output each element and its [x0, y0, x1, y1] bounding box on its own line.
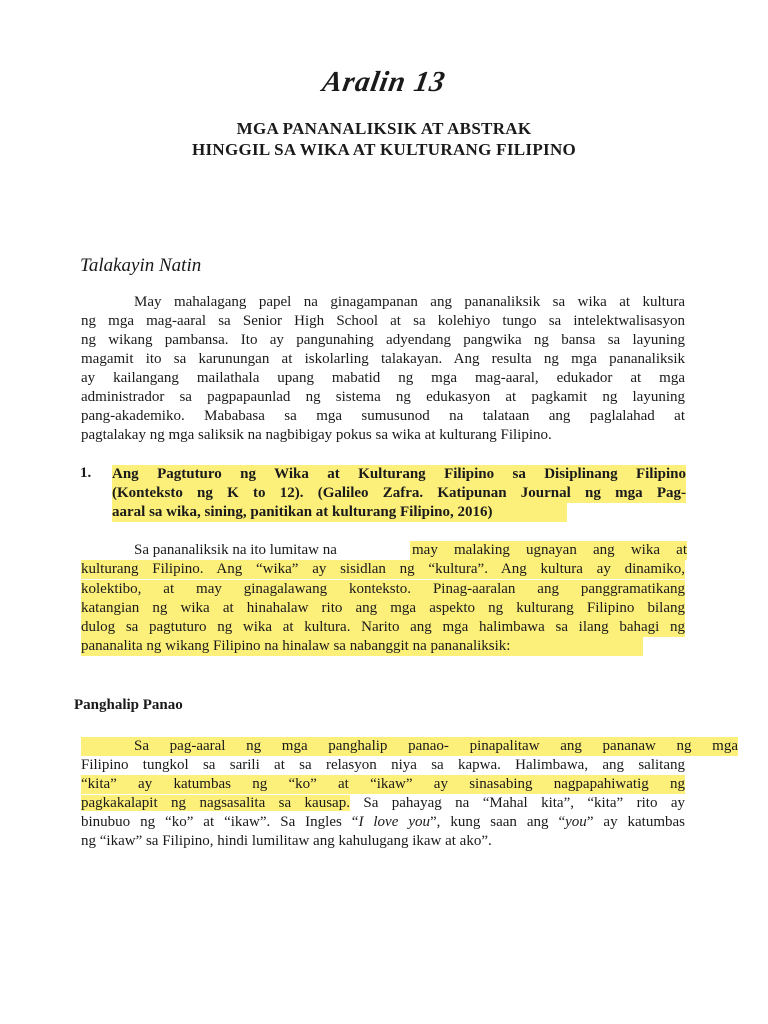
intro-line: magamit ito sa karunungan at iskolarling talakayan. Ang resulta ng mga pananaliksik [81, 351, 685, 367]
intro-line: ng mga mag-aaral sa Senior High School at sa kolehiyo tungo sa intelektwalisasyon [81, 313, 685, 329]
study-para-line: katangian ng wika at hinahalaw rito ang mga aspekto ng kulturang Filipino bilang [81, 599, 685, 618]
italic-word: you [565, 814, 587, 830]
text-run: ”, kung saan ang “ [429, 814, 566, 830]
panghalip-line: Sa pag-aaral ng mga panghalip panao- pinapalitaw ang pananaw ng mga [81, 737, 738, 756]
title-line-1: MGA PANANALIKSIK AT ABSTRAK [236, 119, 532, 138]
intro-line: ng wikang pambansa. Ito ay pangunahing adyendang pangwika ng bansa sa layuning [81, 332, 685, 348]
line-rest: Sa pahayag na “Mahal kita”, “kita” rito ay [349, 795, 686, 811]
title-line-2: HINGGIL SA WIKA AT KULTURANG FILIPINO [191, 140, 577, 159]
study-para-highlight: may malaking ugnayan ang wika at [410, 541, 687, 560]
study-para-line: kolektibo, at may ginagalawang konteksto. Pinag-aaralan ang panggramatikang [81, 580, 685, 599]
subheading: Panghalip Panao [74, 697, 183, 713]
panghalip-line: “kita” ay katumbas ng “ko” at “ikaw” ay sinasabing nagpapahiwatig ng [81, 775, 685, 794]
study-para-plain: Sa pananaliksik na ito lumitaw na [134, 542, 337, 558]
panghalip-line [81, 813, 685, 832]
study-citation-line: aaral sa wika, sining, panitikan at kulturang Filipino, 2016) [112, 503, 567, 522]
text-run: ” ay katumbas [586, 814, 685, 830]
panghalip-line [81, 794, 685, 813]
intro-line: pang-akademiko. Mababasa sa mga sumusunod na talataan ang paglalahad at [81, 408, 685, 424]
study-para-line: pananalita ng wikang Filipino na hinalaw sa nabanggit na pananaliksik: [81, 637, 643, 656]
intro-line: pagtalakay ng mga saliksik na nagbibigay pokus sa wika at kulturang Filipino. [81, 427, 552, 443]
study-para-line: kulturang Filipino. Ang “wika” ay sisidlan ng “kultura”. Ang kultura ay dinamiko, [81, 560, 685, 579]
highlighted-phrase: pagkakalapit ng nagsasalita sa kausap. [81, 795, 350, 811]
study-citation-line: (Konteksto ng K to 12). (Galileo Zafra. Katipunan Journal ng mga Pag- [112, 485, 686, 501]
panghalip-line: Filipino tungkol sa sarili at sa relasyon niya sa kapwa. Halimbawa, ang salitang [81, 757, 685, 773]
text-run: binubuo ng “ko” at “ikaw”. Sa Ingles “ [81, 814, 359, 830]
study-number: 1. [80, 465, 92, 481]
study-citation-line: Ang Pagtuturo ng Wika at Kulturang Filipino sa Disiplinang Filipino [112, 466, 686, 482]
italic-phrase: I love you [358, 814, 430, 830]
intro-line: ay kailangang mailathala upang mabatid ng mga mag-aaral, edukador at mga [81, 370, 685, 386]
section-heading: Talakayin Natin [80, 255, 202, 276]
lesson-title: Aralin 13 [319, 66, 449, 98]
intro-line: administrador sa pagpapaunlad ng sistema ng edukasyon at pagkamit ng layuning [81, 389, 685, 405]
intro-line: May mahalagang papel na ginagampanan ang pananaliksik sa wika at kultura [134, 294, 685, 310]
study-para-line: dulog sa pagtuturo ng wika at kultura. Narito ang mga halimbawa sa ilang bahagi ng [81, 618, 685, 637]
panghalip-line: ng “ikaw” sa Filipino, hindi lumilitaw ang kahulugang ikaw at ako”. [81, 833, 492, 849]
